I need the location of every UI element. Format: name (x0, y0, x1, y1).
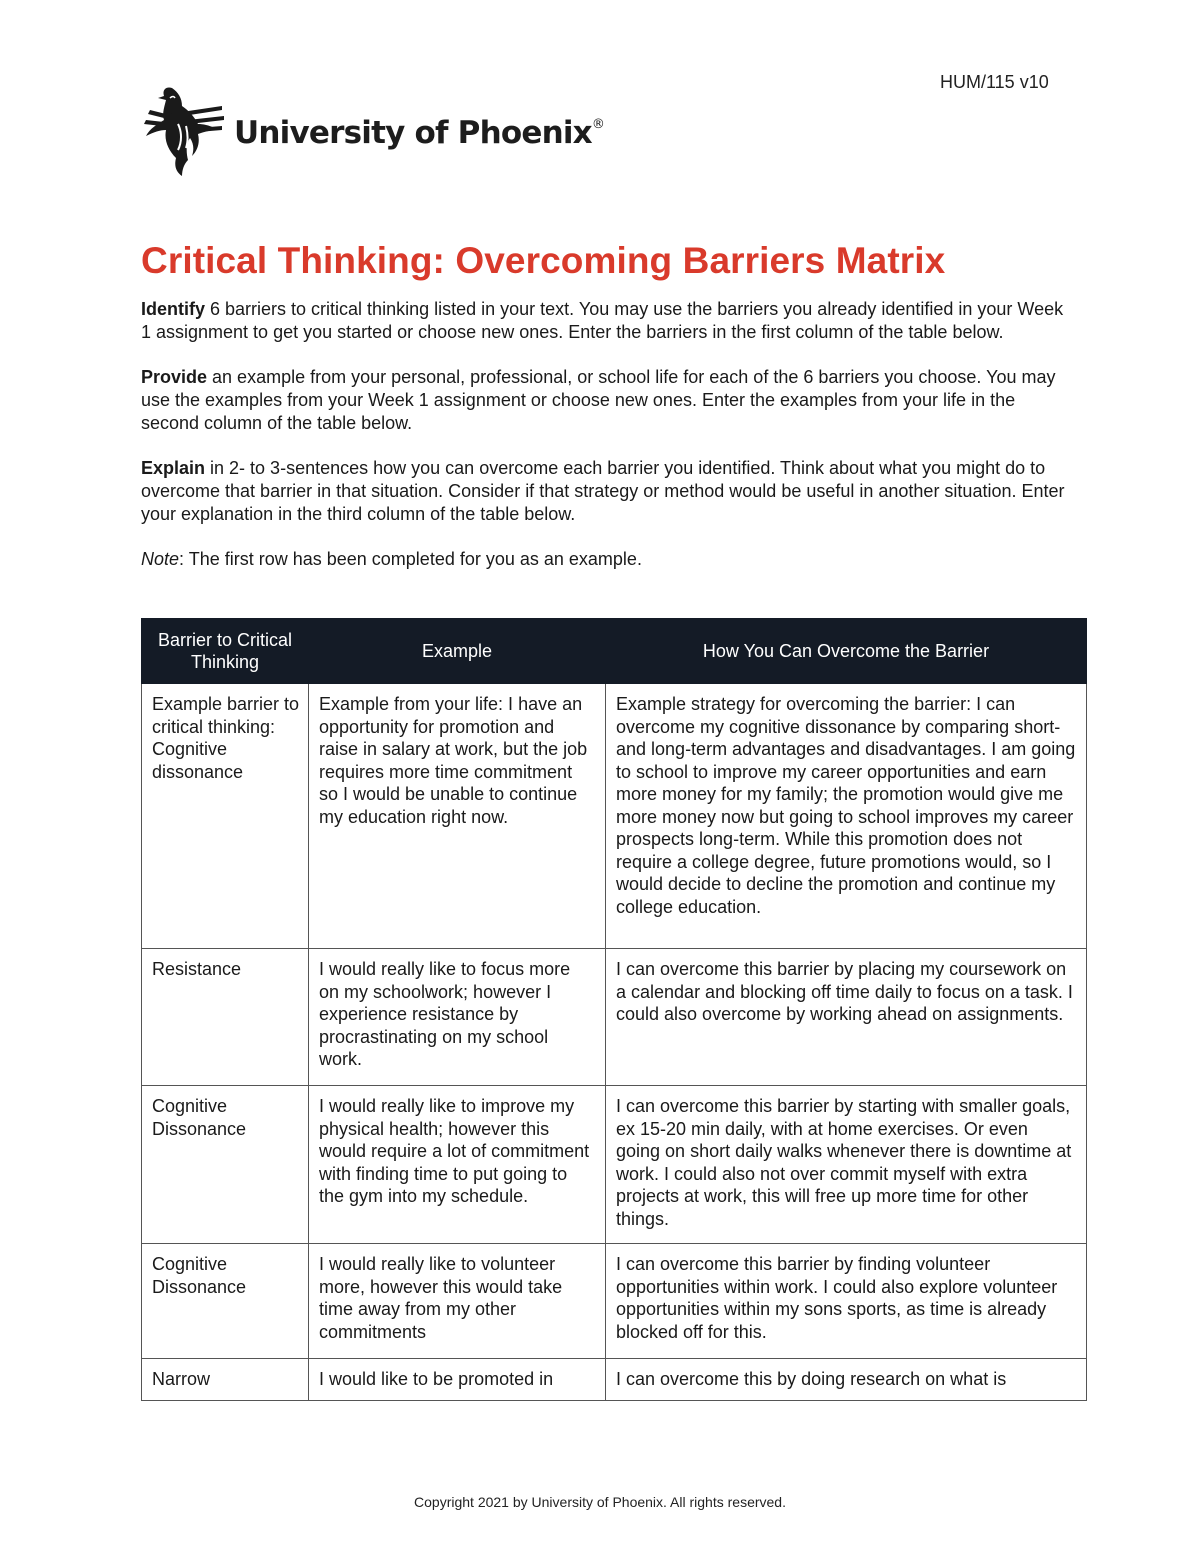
cell-overcome: I can overcome this barrier by finding volunteer opportunities within work. I could also explore volunteer opportunities within my sons sports, as time is already blocked off for this. (606, 1244, 1087, 1359)
cell-example: I would really like to focus more on my schoolwork; however I experience resistance by procrastinating on my school work. (309, 949, 606, 1086)
table-row (142, 1359, 1087, 1401)
cell-barrier: Resistance (142, 949, 309, 1086)
table-row (142, 1086, 1087, 1244)
table-row (142, 684, 1087, 949)
cell-example: I would really like to volunteer more, however this would take time away from my other commitments (309, 1244, 606, 1359)
cell-example: I would like to be promoted in (309, 1359, 606, 1401)
table-row (142, 1244, 1087, 1359)
cell-barrier: Cognitive Dissonance (142, 1086, 309, 1244)
cell-overcome: I can overcome this by doing research on what is (606, 1359, 1087, 1401)
instruction-explain: Explain in 2- to 3-sentences how you can overcome each barrier you identified. Think about what you might do to overcome that barrier in that situation. Consider if that strategy or method would be useful in another situation. Enter your explanation in the third column of the table below. (141, 458, 1065, 524)
phoenix-bird-icon (142, 84, 226, 178)
cell-overcome: I can overcome this barrier by placing my coursework on a calendar and blocking off time daily to focus on a task. I could also overcome by working ahead on assignments. (606, 949, 1087, 1086)
header-overcome: How You Can Overcome the Barrier (606, 619, 1087, 684)
copyright-footer: Copyright 2021 by University of Phoenix. All rights reserved. (414, 1494, 786, 1510)
university-logo (142, 84, 604, 178)
header-example: Example (309, 619, 606, 684)
instructions (141, 298, 1071, 593)
cell-overcome: Example strategy for overcoming the barrier: I can overcome my cognitive dissonance by comparing short- and long-term advantages and disadvantages. I am going to school to improve my career opportunities and earn more money for my family; the promotion would give me more money now but going to school improves my career prospects long-term. While this promotion does not require a college degree, future promotions would, so I would decide to decline the promotion and continue my college education. (606, 684, 1087, 949)
cell-barrier: Example barrier to critical thinking: Cognitive dissonance (142, 684, 309, 949)
cell-example: Example from your life: I have an opportunity for promotion and raise in salary at work, but the job requires more time commitment so I would be unable to continue my education right now. (309, 684, 606, 949)
instruction-identify: Identify 6 barriers to critical thinking listed in your text. You may use the barriers you already identified in your Week 1 assignment to get you started or choose new ones. Enter the barriers in the first column of the table below. (141, 299, 1064, 342)
table-row (142, 949, 1087, 1086)
header-barrier: Barrier to Critical Thinking (142, 619, 309, 684)
cell-barrier: Narrow (142, 1359, 309, 1401)
cell-barrier: Cognitive Dissonance (142, 1244, 309, 1359)
instruction-note: Note: The first row has been completed for you as an example. (141, 549, 642, 569)
table-header-row (142, 619, 1087, 684)
instruction-provide: Provide an example from your personal, professional, or school life for each of the 6 barriers you choose. You may use the examples from your Week 1 assignment or choose new ones. Enter the examples from your life in the second column of the table below. (141, 367, 1056, 433)
page-title: Critical Thinking: Overcoming Barriers Matrix (141, 240, 946, 281)
logo-wordmark: University of Phoenix® (234, 115, 605, 151)
cell-example: I would really like to improve my physical health; however this would require a lot of commitment with finding time to put going to the gym into my schedule. (309, 1086, 606, 1244)
cell-overcome: I can overcome this barrier by starting with smaller goals, ex 15-20 min daily, with at home exercises. Or even going on short daily walks whenever there is downtime at work. I could also not over commit myself with extra projects at work, this will free up more time for other things. (606, 1086, 1087, 1244)
course-code: HUM/115 v10 (940, 72, 1049, 92)
barriers-matrix-table (141, 618, 1087, 1401)
